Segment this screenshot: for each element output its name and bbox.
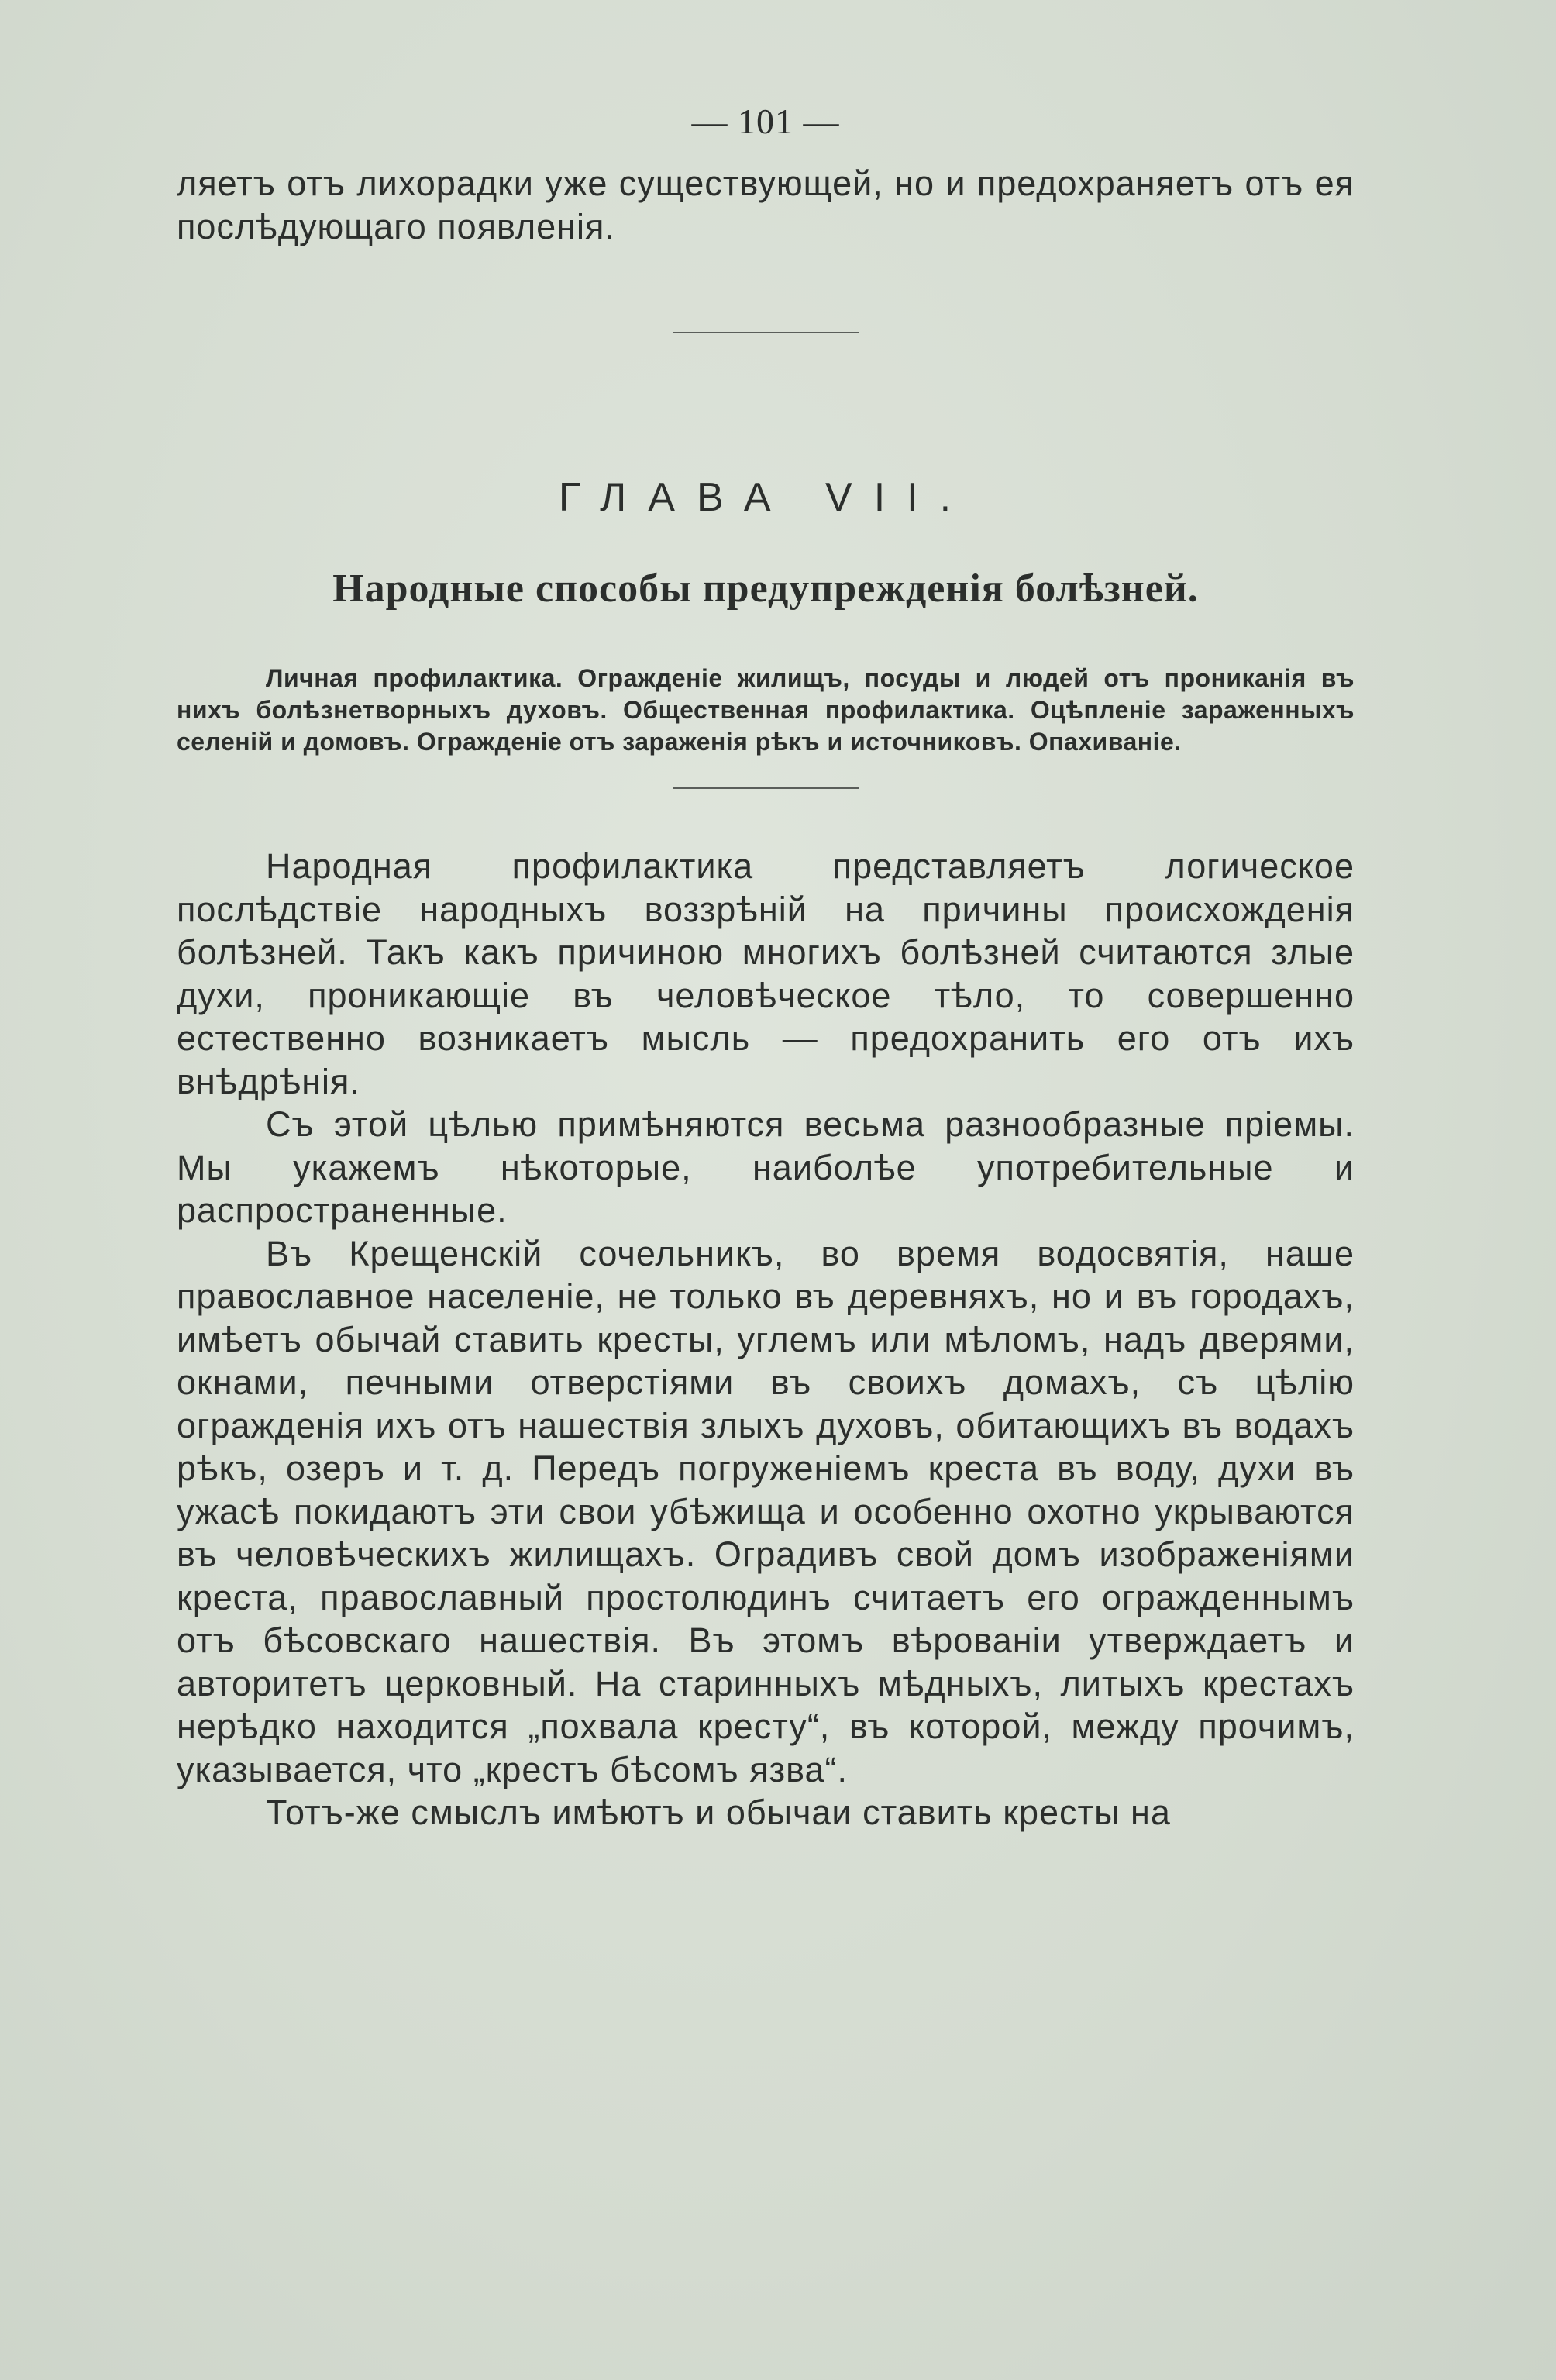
body-paragraph: Въ Крещенскій сочельникъ, во время водосвятія, наше православное населеніе, не только въ деревняхъ, но и въ городахъ, имѣетъ обычай ставить кресты, углемъ или мѣломъ, надъ дверями, окнами, печными отверстіями въ своихъ домахъ, съ цѣлію огражденія ихъ отъ нашествія злыхъ духовъ, обитающихъ въ водахъ рѣкъ, озеръ и т. д. Передъ погруженіемъ креста въ воду, духи въ ужасѣ покидаютъ эти свои убѣжища и особенно охотно укрываются въ человѣческихъ жилищахъ. Оградивъ свой домъ изображеніями креста, православный простолюдинъ считаетъ его огражденнымъ отъ бѣсовскаго нашествія. Въ этомъ вѣрованіи утверждаетъ и авторитетъ церковный. На старинныхъ мѣдныхъ, литыхъ крестахъ нерѣдко находится „похвала кресту“, въ которой, между прочимъ, указывается, что „крестъ бѣсомъ язва“. (177, 1233, 1355, 1789)
opening-paragraph: ляетъ отъ лихорадки уже существующей, но и предохраняетъ отъ ея послѣдующаго появленія. (177, 164, 1355, 246)
summary-divider (673, 787, 859, 789)
body-paragraph: Народная профилактика представляетъ логическое послѣдствіе народныхъ воззрѣній на причины происхожденія болѣзней. Такъ какъ причиною многихъ болѣзней считаются злые духи, проникающіе въ человѣческое тѣло, то совершенно естественно возникаетъ мысль — предохранить его отъ ихъ внѣдрѣнія. (177, 846, 1355, 1101)
page-content (177, 101, 1355, 1834)
body-paragraph: Тотъ-же смыслъ имѣютъ и обычаи ставить кресты на (266, 1793, 1171, 1832)
page-number: — 101 — (691, 102, 840, 141)
chapter-body (177, 845, 1355, 1834)
chapter-label: ГЛАВА VII. (558, 475, 973, 520)
body-paragraph: Съ этой цѣлью примѣняются весьма разнообразные пріемы. Мы укажемъ нѣкоторые, наиболѣе употребительные и распространенные. (177, 1104, 1355, 1230)
chapter-summary: Личная профилактика. Огражденіе жилищъ, посуды и людей отъ прониканія въ нихъ болѣзнетворныхъ духовъ. Общественная профилактика. Оцѣпленіе зараженныхъ селеній и домовъ. Огражденіе отъ зараженія рѣкъ и источниковъ. Опахиваніе. (177, 664, 1355, 756)
chapter-title: Народные способы предупрежденія болѣзней. (332, 567, 1199, 611)
section-divider (673, 332, 859, 333)
